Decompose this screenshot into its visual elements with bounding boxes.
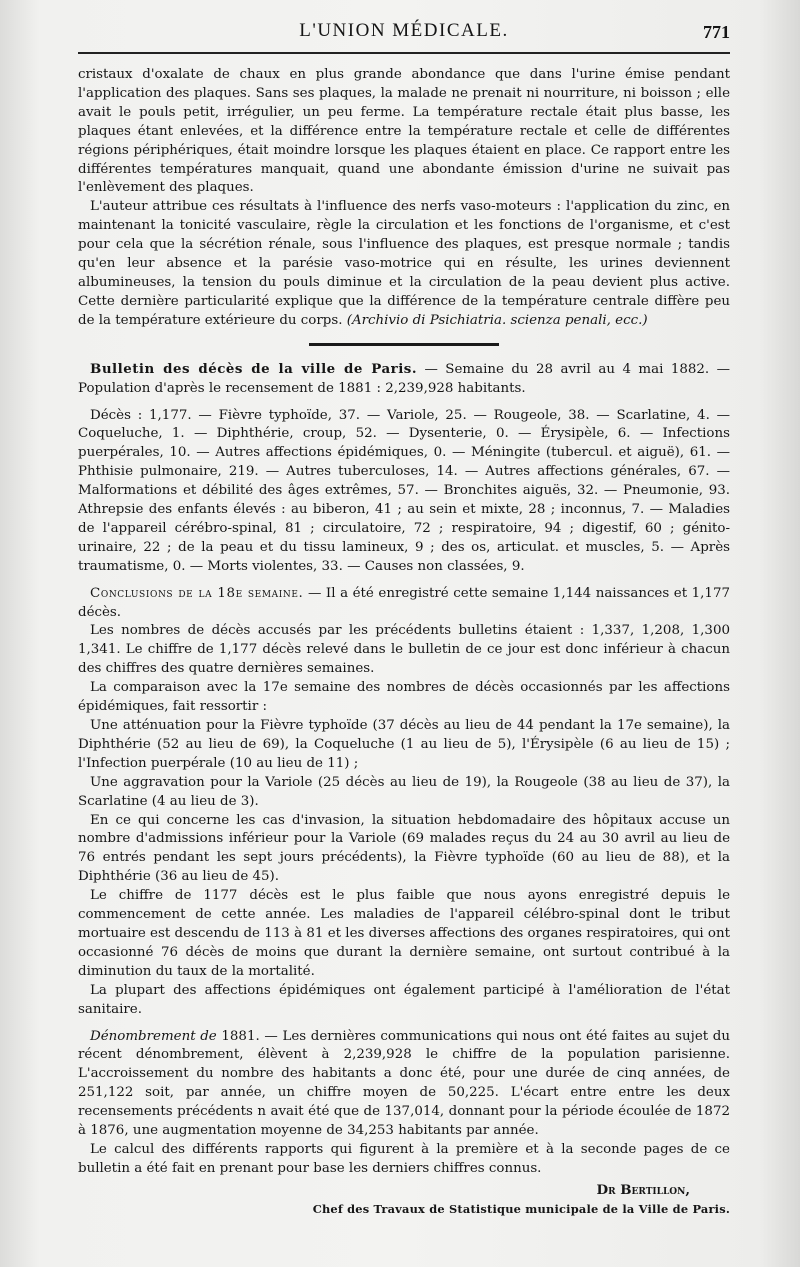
running-header [78,0,730,52]
denombrement-paragraph [78,1028,730,1141]
article-text: L'auteur attribue ces résultats à l'influence des nerfs vaso-moteurs : l'application du zinc, en maintenant la tonicité vasculaire, règle la circulation et les fonctions de l'organisme, et c'est pour cela que la sécrétion rénale, sous l'influence des plaques, est presque normale ; tandis qu'en leur absence et la parésie vaso-motrice qui en résulte, les urines deviennent albumineuses, la tension du pouls diminue et la circulation de la peau devient plus active. Cette dernière particularité explique que la différence de la température centrale diffère peu de la température extérieure du corps. [78,199,730,328]
denombrement-label: Dénombrement de [90,1028,217,1044]
page-body [78,66,730,1219]
deces-paragraph: Décès : 1,177. — Fièvre typhoïde, 37. — Variole, 25. — Rougeole, 38. — Scarlatine, 4. — Coqueluche, 1. — Diphthérie, croup, 52. — Dysenterie, 0. — Érysipèle, 6. — Infections puerpérales, 10. — Autres affections épidémiques, 0. — Méningite (tubercul. et aiguë), 61. — Phthisie pulmonaire, 219. — Autres tuberculoses, 14. — Autres affections générales, 67. — Malformations et débilité des âges extrêmes, 57. — Bronchites aiguës, 32. — Pneumonie, 93. Athrepsie des enfants élevés : au biberon, 41 ; au sein et mixte, 28 ; inconnus, 7. — Maladies de l'appareil cérébro-spinal, 81 ; circulatoire, 72 ; respiratoire, 94 ; digestif, 60 ; génito-urinaire, 22 ; de la peau et du tissu lamineux, 9 ; des os, articulat. et muscles, 5. — Après traumatisme, 0. — Morts violentes, 33. — Causes non classées, 9. [78,407,730,574]
signature-role: Chef des Travaux de Statistique municipale de la Ville de Paris. [312,1201,730,1216]
denombrement-paragraph: Le calcul des différents rapports qui figurent à la première et à la seconde pages de ce bulletin a été fait en prenant pour base les derniers chiffres connus. [78,1141,730,1176]
bulletin-heading [78,360,730,399]
denombrement-text: 1881. — Les dernières communications qui nous ont été faites au sujet du récent dénombrement, élèvent à 2,239,928 le chiffre de la population parisienne. L'accroissement du nombre des habitants a donc été, pour une durée de cinq années, de 251,122 soit, par année, un chiffre moyen de 50,225. L'écart entre entre les deux recensements précédents n avait été que de 137,014, donnant pour la période écoulée de 1872 à 1876, une augmentation moyenne de 34,253 habitants par année. [78,1028,730,1139]
header-rule [78,52,730,54]
conclusions-paragraph: Les nombres de décès accusés par les précédents bulletins étaient : 1,337, 1,208, 1,300 1,341. Le chiffre de 1,177 décès relevé dans le bulletin de ce jour est donc inférieur à chacun des chiffres des quatre dernières semaines. [78,623,730,677]
bulletin-title: Bulletin des décès de la ville de Paris. [90,360,418,377]
conclusions-paragraph: La comparaison avec la 17e semaine des nombres de décès occasionnés par les affections épidémiques, fait ressortir : [78,680,730,715]
page-number: 771 [703,22,730,42]
conclusions-paragraph: En ce qui concerne les cas d'invasion, la situation hebdomadaire des hôpitaux accuse un nombre d'admissions inférieur pour la Variole (69 malades reçus du 24 au 30 avril au lieu de 76 entrés pendant les sept jours précédents), la Fièvre typhoïde (60 au lieu de 88), et la Diphthérie (36 au lieu de 45). [78,812,730,885]
conclusions-label: Conclusions de la 18e semaine. [90,585,304,601]
conclusions-paragraph: Une atténuation pour la Fièvre typhoïde (37 décès au lieu de 44 pendant la 17e semaine), la Diphthérie (52 au lieu de 69), la Coqueluche (1 au lieu de 5), l'Érysipèle (6 au lieu de 15) ; l'Infection puerpérale (10 au lieu de 11) ; [78,718,730,771]
conclusions-paragraph [78,585,730,623]
spacer [78,577,730,585]
article-paragraph [78,198,730,330]
conclusions-paragraph: Une aggravation pour la Variole (25 décès au lieu de 19), la Rougeole (38 au lieu de 37), la Scarlatine (4 au lieu de 3). [78,774,730,809]
conclusions-paragraph: La plupart des affections épidémiques ont également participé à l'amélioration de l'état sanitaire. [78,982,730,1017]
spacer [78,1020,730,1028]
article-paragraph: cristaux d'oxalate de chaux en plus grande abondance que dans l'urine émise pendant l'application des plaques. Sans ses plaques, la malade ne prenait ni nourriture, ni boisson ; elle avait le pouls petit, irrégulier, un peu ferme. La température rectale était plus basse, les plaques étant enlevées, et la différence entre la température rectale et celle de différentes régions périphériques, était moindre lorsque les plaques étaient en place. Ce rapport entre les différentes températures manquait, quand une abondante émission d'urine ne suivait pas l'enlèvement des plaques. [78,67,730,196]
bulletin-intro: — Semaine du 28 avril au 4 mai 1882. — Population d'après le recensement de 1881 : 2,239,928 habitants. [78,361,730,396]
journal-title: L'UNION MÉDICALE. [299,20,509,41]
conclusions-text: — Il a été enregistré cette semaine 1,144 naissances et 1,177 décès. [78,585,730,620]
spacer [78,399,730,407]
conclusions-paragraph: Le chiffre de 1177 décès est le plus faible que nous ayons enregistré depuis le commencement de cette année. Les maladies de l'appareil célébro-spinal dont le tribut mortuaire est descendu de 113 à 81 et les diverses affections des organes respiratoires, qui ont occasionné 76 décès de moins que durant la dernière semaine, ont surtout contribué à la diminution du taux de la mortalité. [78,888,730,979]
signature-block [78,1181,730,1219]
article-citation: (Archivio di Psichiatria. scienza penali, ecc.) [346,312,648,328]
section-divider [309,343,499,346]
signature-name: Dr Bertillon, [596,1181,690,1198]
